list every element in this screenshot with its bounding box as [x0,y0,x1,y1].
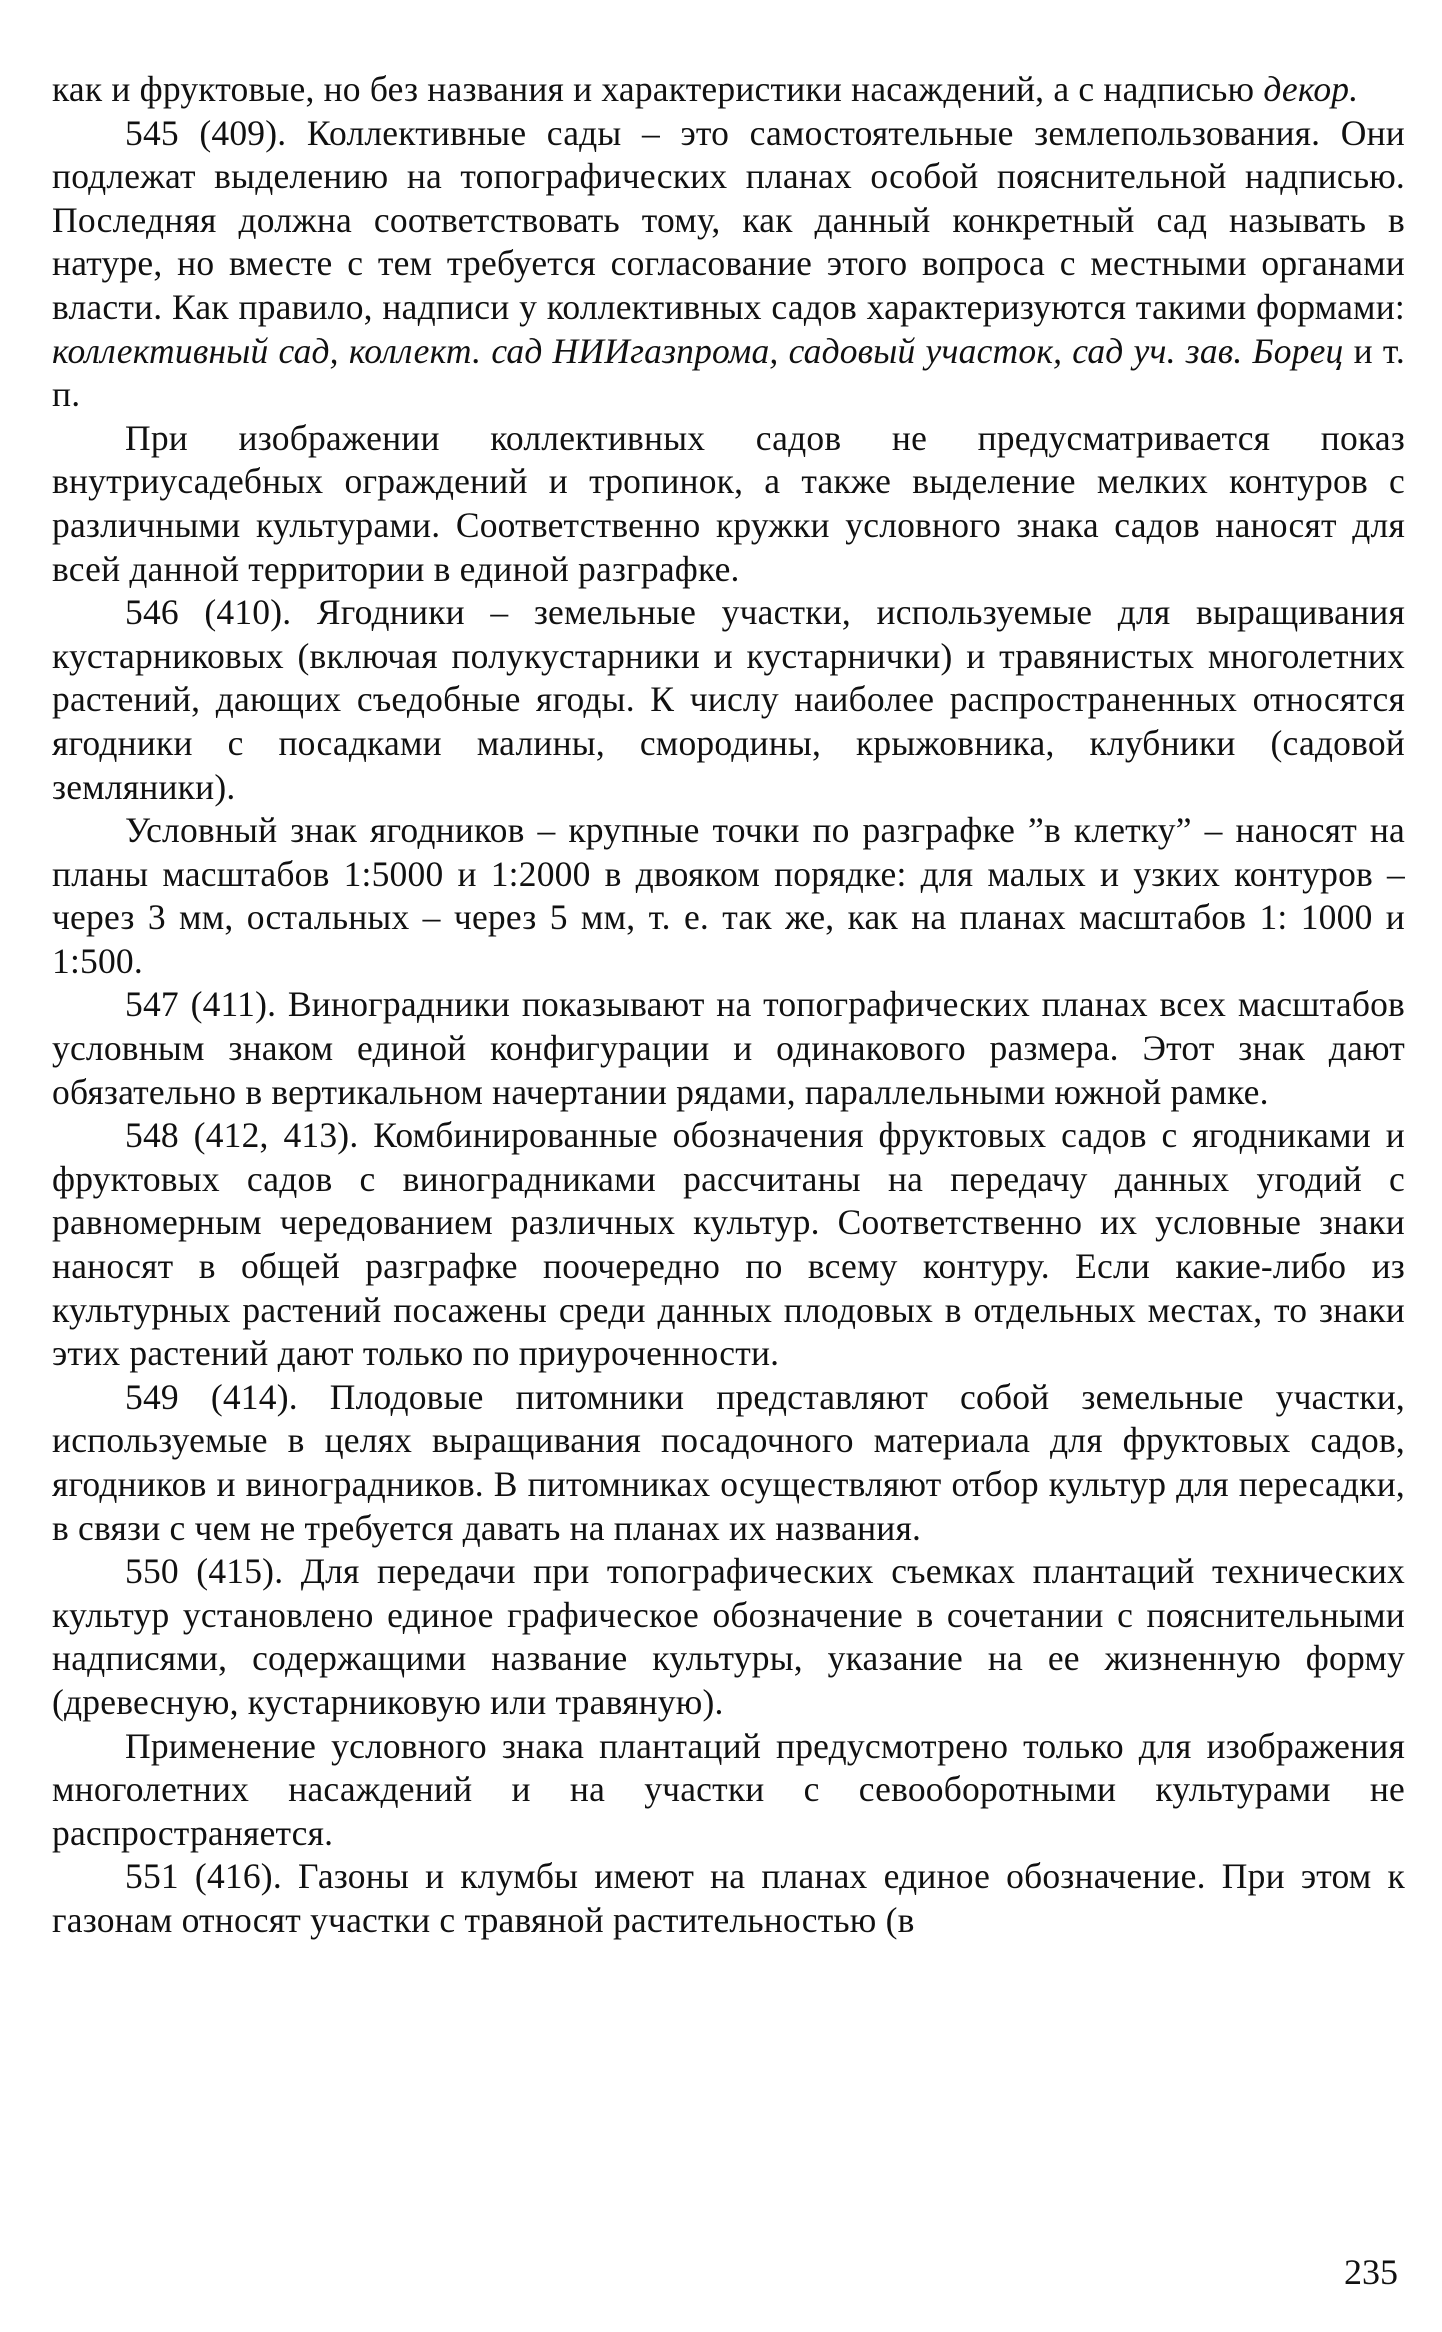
text-segment: как и фруктовые, но без названия и характеристики насаждений, а с надписью [52,69,1264,109]
text-segment: (415). Для передачи при топографических съемках плантаций технических культур установлено единое графическое обозначение в сочетании с пояснительными надписями, содержащими название культуры, указание на ее жизненную форму (древесную, кустарниковую или травяную). [52,1551,1405,1722]
paragraph [52,809,1405,983]
paragraph [52,1114,1405,1376]
section-number: 551 [125,1856,179,1897]
section-number: 550 [125,1551,179,1592]
page-body [52,68,1405,1943]
section-number: 546 [125,592,179,633]
paragraph [52,417,1405,591]
section-number: 545 [125,112,179,153]
section-number: 547 [125,984,179,1025]
paragraph [52,983,1405,1114]
text-segment: (414). Плодовые питомники представляют собой земельные участки, используемые в целях выращивания посадочного материала для фруктовых садов, ягодников и виноградников. В питомниках осуществляют отбор культур для пересадки, в связи с чем не требуется давать на планах их названия. [52,1376,1405,1548]
text-segment: (416). Газоны и клумбы имеют на планах единое обозначение. При этом к газонам относят участки с травяной растительностью (в [52,1856,1405,1940]
section-number: 549 [125,1376,179,1417]
text-segment: Применение условного знака плантаций предусмотрено только для изображения многолетних насаждений и на участки с севооборотными культурами не распространяется. [52,1725,1405,1853]
paragraph [52,1855,1405,1942]
text-segment: (412, 413). Комбинированные обозначения фруктовых садов с ягодниками и фруктовых садов с виноградниками рассчитаны на передачу данных угодий с равномерным чередованием различных культур. Соответственно их условные знаки наносят в общей разграфке поочередно по всему контуру. Если какие-либо из культурных растений посажены среди данных плодовых в отдельных местах, то знаки этих растений дают только по приуроченности. [52,1115,1405,1374]
text-segment: Условный знак ягодников – крупные точки по разграфке ”в клетку” – наносят на планы масштабов 1:5000 и 1:2000 в двояком порядке: для малых и узких контуров – через 3 мм, остальных – через 5 мм, т. е. так же, как на планах масштабов 1: 1000 и 1:500. [52,810,1405,981]
paragraph [52,1550,1405,1724]
paragraph [52,68,1405,112]
paragraph [52,112,1405,417]
text-segment: (410). Ягодники – земельные участки, используемые для выращивания кустарниковых (включая полукустарники и кустарнички) и травянистых многолетних растений, дающих съедобные ягоды. К числу наиболее распространенных относятся ягодники с посадками малины, смородины, крыжовника, клубники (садовой земляники). [52,592,1405,807]
italic-text: декор. [1263,69,1359,109]
paragraph [52,1725,1405,1856]
italic-text: коллективный сад, коллект. сад НИИгазпрома, садовый участок, сад уч. зав. Борец [52,330,1344,371]
text-segment: При изображении коллективных садов не предусматривается показ внутриусадебных ограждений и тропинок, а также выделение мелких контуров с различными культурами. Соответственно кружки условного знака садов наносят для всей данной территории в единой разграфке. [52,417,1405,589]
text-segment: (409). Коллективные сады – это самостоятельные землепользования. Они подлежат выделению на топографических планах особой пояснительной надписью. Последняя должна соответствовать тому, как данный конкретный сад называть в натуре, но вместе с тем требуется согласование этого вопроса с местными органами власти. Как правило, надписи у коллективных садов характеризуются такими формами: [52,112,1405,327]
text-segment: (411). Виноградники показывают на топографических планах всех масштабов условным знаком единой конфигурации и одинакового размера. Этот знак дают обязательно в вертикальном начертании рядами, параллельными южной рамке. [52,984,1405,1112]
paragraph [52,1376,1405,1550]
text-segment: и т. п. [52,330,1405,415]
paragraph [52,591,1405,809]
page-number: 235 [1344,2252,1398,2292]
section-number: 548 [125,1115,179,1156]
